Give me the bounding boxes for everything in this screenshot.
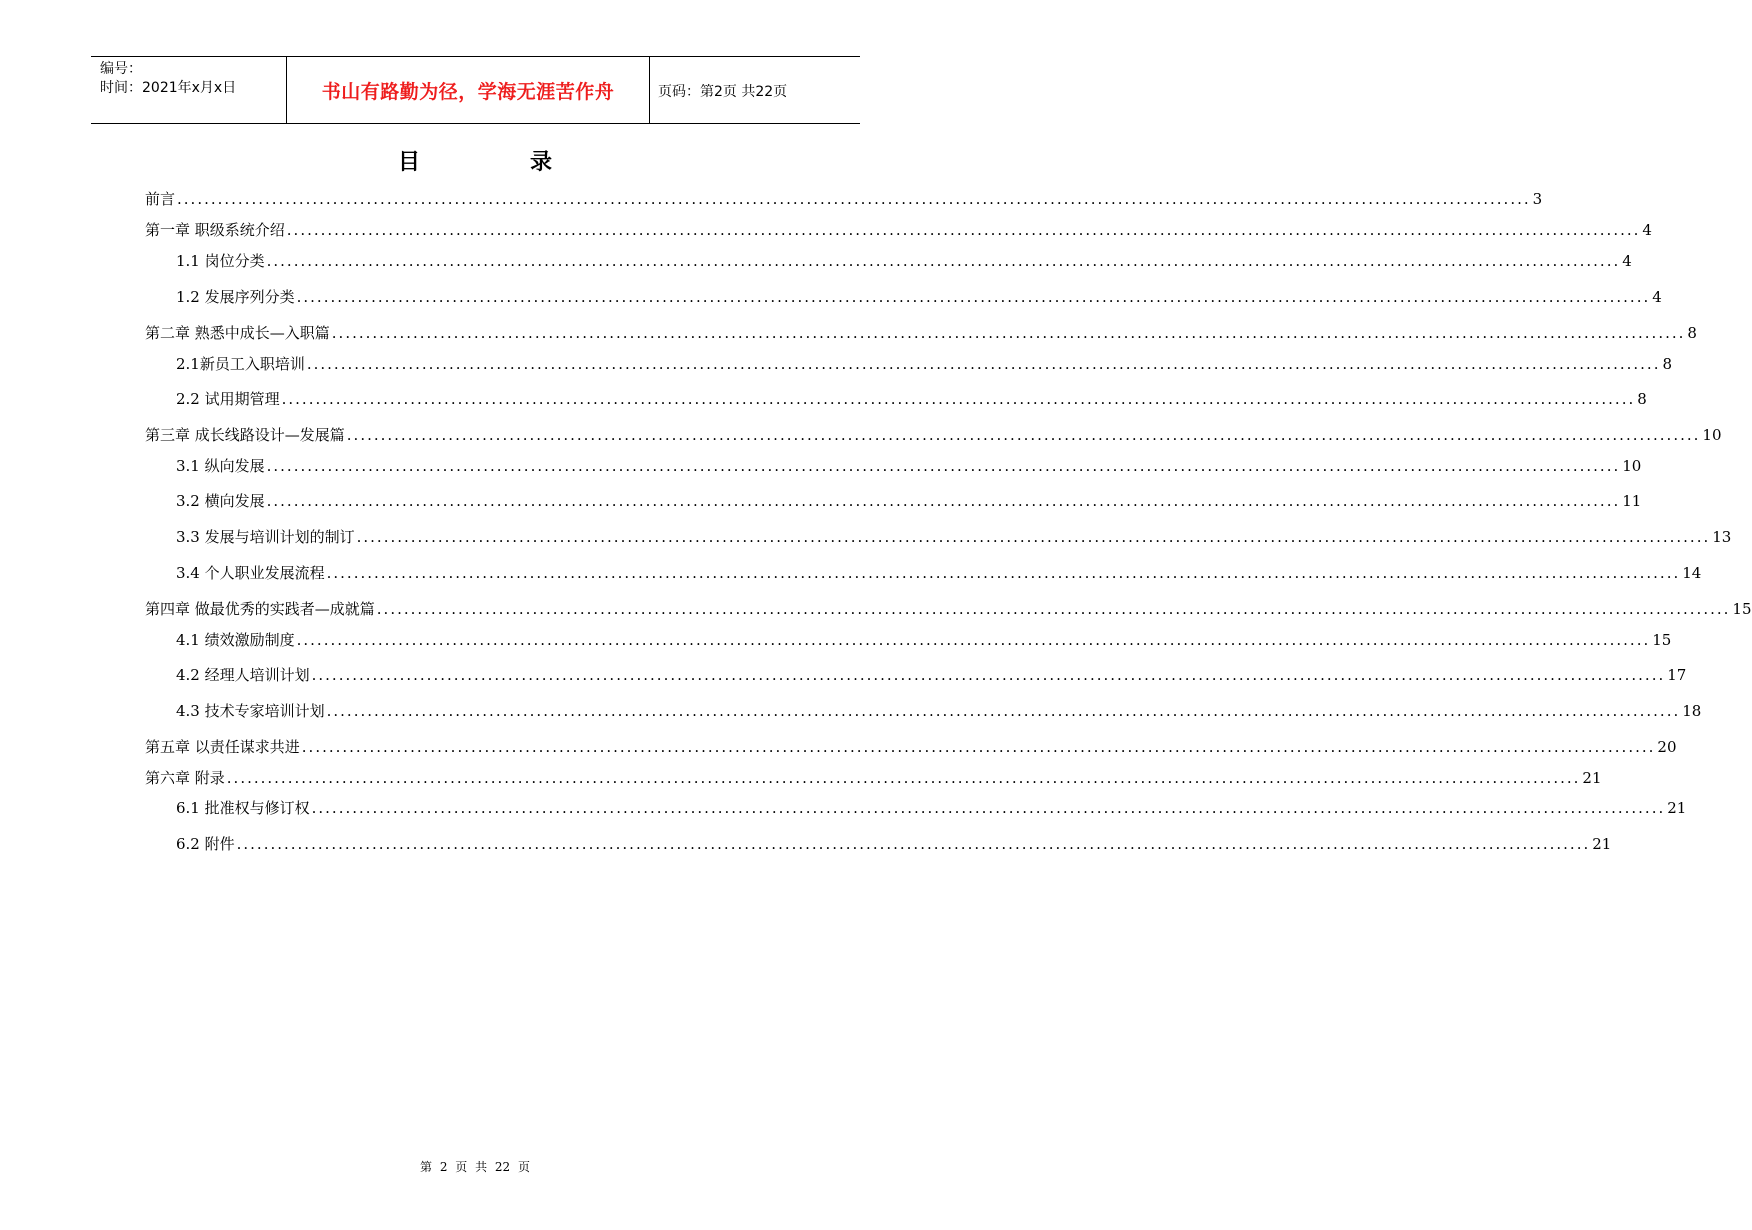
toc-entry-page: 15 — [1732, 600, 1752, 618]
toc-entry-title: 3.3 发展与培训计划的制订 — [176, 528, 355, 546]
toc-entry[interactable] — [145, 736, 1677, 756]
toc-entry[interactable] — [176, 526, 1732, 546]
toc-entry-page: 8 — [1687, 324, 1697, 342]
toc-entry-page: 21 — [1592, 835, 1612, 853]
toc-entry[interactable] — [145, 188, 1543, 208]
toc-entry-title: 6.2 附件 — [176, 835, 235, 853]
toc-entry-page: 15 — [1652, 631, 1672, 649]
toc-entry-title: 第三章 成长线路设计—发展篇 — [145, 426, 345, 444]
toc-entry-title: 3.4 个人职业发展流程 — [176, 564, 325, 582]
toc-entry-page: 21 — [1582, 769, 1602, 787]
header-page-label: 页码：第2页 共22页 — [658, 84, 788, 100]
toc-entry-page: 11 — [1622, 492, 1642, 510]
toc-entry-page: 10 — [1622, 457, 1642, 475]
toc-entry-page: 4 — [1652, 288, 1662, 306]
toc-entry-page: 14 — [1682, 564, 1702, 582]
toc-title: 目录 — [397, 150, 662, 175]
toc-leader-dots: ........................................................................................................................................................................................................ — [356, 528, 1711, 546]
toc-entry-title: 第二章 熟悉中成长—入职篇 — [145, 324, 330, 342]
toc-entry-title: 第六章 附录 — [145, 769, 225, 787]
toc-leader-dots: ........................................................................................................................................................................................................ — [236, 835, 1591, 853]
toc-entry[interactable] — [176, 833, 1612, 853]
toc-leader-dots: ........................................................................................................................................................................................................ — [266, 492, 1621, 510]
page-footer: 第 2 页 共 22 页 — [420, 1160, 530, 1174]
toc-entry-page: 4 — [1642, 221, 1652, 239]
toc-entry-page: 4 — [1622, 252, 1632, 270]
toc-entry-title: 4.1 绩效激励制度 — [176, 631, 295, 649]
time-label: 时间：2021年x月x日 — [100, 80, 237, 96]
toc-leader-dots: ........................................................................................................................................................................................................ — [346, 426, 1701, 444]
header-motto: 书山有路勤为径，学海无涯苦作舟 — [321, 81, 615, 103]
toc-entry[interactable] — [176, 700, 1702, 720]
toc-entry[interactable] — [176, 455, 1642, 475]
toc-leader-dots: ........................................................................................................................................................................................................ — [286, 221, 1641, 239]
toc-leader-dots: ........................................................................................................................................................................................................ — [331, 324, 1686, 342]
toc-entry-page: 20 — [1657, 738, 1677, 756]
toc-entry[interactable] — [176, 629, 1672, 649]
toc-entry-title: 6.1 批准权与修订权 — [176, 799, 310, 817]
toc-leader-dots: ........................................................................................................................................................................................................ — [281, 390, 1636, 408]
toc-entry[interactable] — [145, 322, 1697, 342]
toc-leader-dots: ........................................................................................................................................................................................................ — [296, 631, 1651, 649]
toc-leader-dots: ........................................................................................................................................................................................................ — [266, 252, 1621, 270]
toc-entry[interactable] — [176, 797, 1687, 817]
toc-entry-title: 4.3 技术专家培训计划 — [176, 702, 325, 720]
toc-entry[interactable] — [176, 388, 1647, 408]
toc-entry[interactable] — [145, 767, 1602, 787]
toc-entry-page: 21 — [1667, 799, 1687, 817]
header-info — [100, 60, 236, 98]
toc-leader-dots: ........................................................................................................................................................................................................ — [311, 666, 1666, 684]
toc-leader-dots: ........................................................................................................................................................................................................ — [326, 702, 1681, 720]
toc-entry[interactable] — [145, 424, 1722, 444]
toc-leader-dots: ........................................................................................................................................................................................................ — [177, 190, 1531, 208]
toc-leader-dots: ........................................................................................................................................................................................................ — [296, 288, 1651, 306]
toc-entry[interactable] — [145, 598, 1752, 618]
number-label: 编号： — [100, 61, 142, 77]
toc-leader-dots: ........................................................................................................................................................................................................ — [326, 564, 1681, 582]
toc-entry-page: 10 — [1702, 426, 1722, 444]
toc-entry[interactable] — [145, 219, 1652, 239]
toc-entry-title: 2.1新员工入职培训 — [176, 355, 305, 373]
toc-leader-dots: ........................................................................................................................................................................................................ — [226, 769, 1581, 787]
header-divider — [649, 57, 650, 123]
toc-entry[interactable] — [176, 286, 1662, 306]
toc-entry[interactable] — [176, 353, 1673, 373]
toc-entry-title: 3.1 纵向发展 — [176, 457, 265, 475]
toc-entry[interactable] — [176, 490, 1642, 510]
toc-leader-dots: ........................................................................................................................................................................................................ — [376, 600, 1731, 618]
toc-leader-dots: ........................................................................................................................................................................................................ — [306, 355, 1661, 373]
toc-entry-title: 1.2 发展序列分类 — [176, 288, 295, 306]
toc-entry[interactable] — [176, 250, 1632, 270]
toc-entry-title: 2.2 试用期管理 — [176, 390, 280, 408]
toc-entry-page: 8 — [1637, 390, 1647, 408]
toc-entry-page: 13 — [1712, 528, 1732, 546]
toc-entry-title: 4.2 经理人培训计划 — [176, 666, 310, 684]
toc-entry-title: 第四章 做最优秀的实践者—成就篇 — [145, 600, 375, 618]
toc-entry[interactable] — [176, 562, 1702, 582]
toc-leader-dots: ........................................................................................................................................................................................................ — [301, 738, 1656, 756]
toc-entry-title: 前言 — [145, 190, 176, 208]
toc-entry-page: 18 — [1682, 702, 1702, 720]
toc-entry-title: 第一章 职级系统介绍 — [145, 221, 285, 239]
toc-entry-page: 8 — [1662, 355, 1673, 373]
toc-leader-dots: ........................................................................................................................................................................................................ — [311, 799, 1666, 817]
toc-entry-page: 3 — [1532, 190, 1543, 208]
toc-entry-page: 17 — [1667, 666, 1687, 684]
toc-entry-title: 第五章 以责任谋求共进 — [145, 738, 300, 756]
toc-entry[interactable] — [176, 664, 1687, 684]
toc-entry-title: 1.1 岗位分类 — [176, 252, 265, 270]
page-header — [91, 56, 860, 124]
toc-leader-dots: ........................................................................................................................................................................................................ — [266, 457, 1621, 475]
toc-entry-title: 3.2 横向发展 — [176, 492, 265, 510]
